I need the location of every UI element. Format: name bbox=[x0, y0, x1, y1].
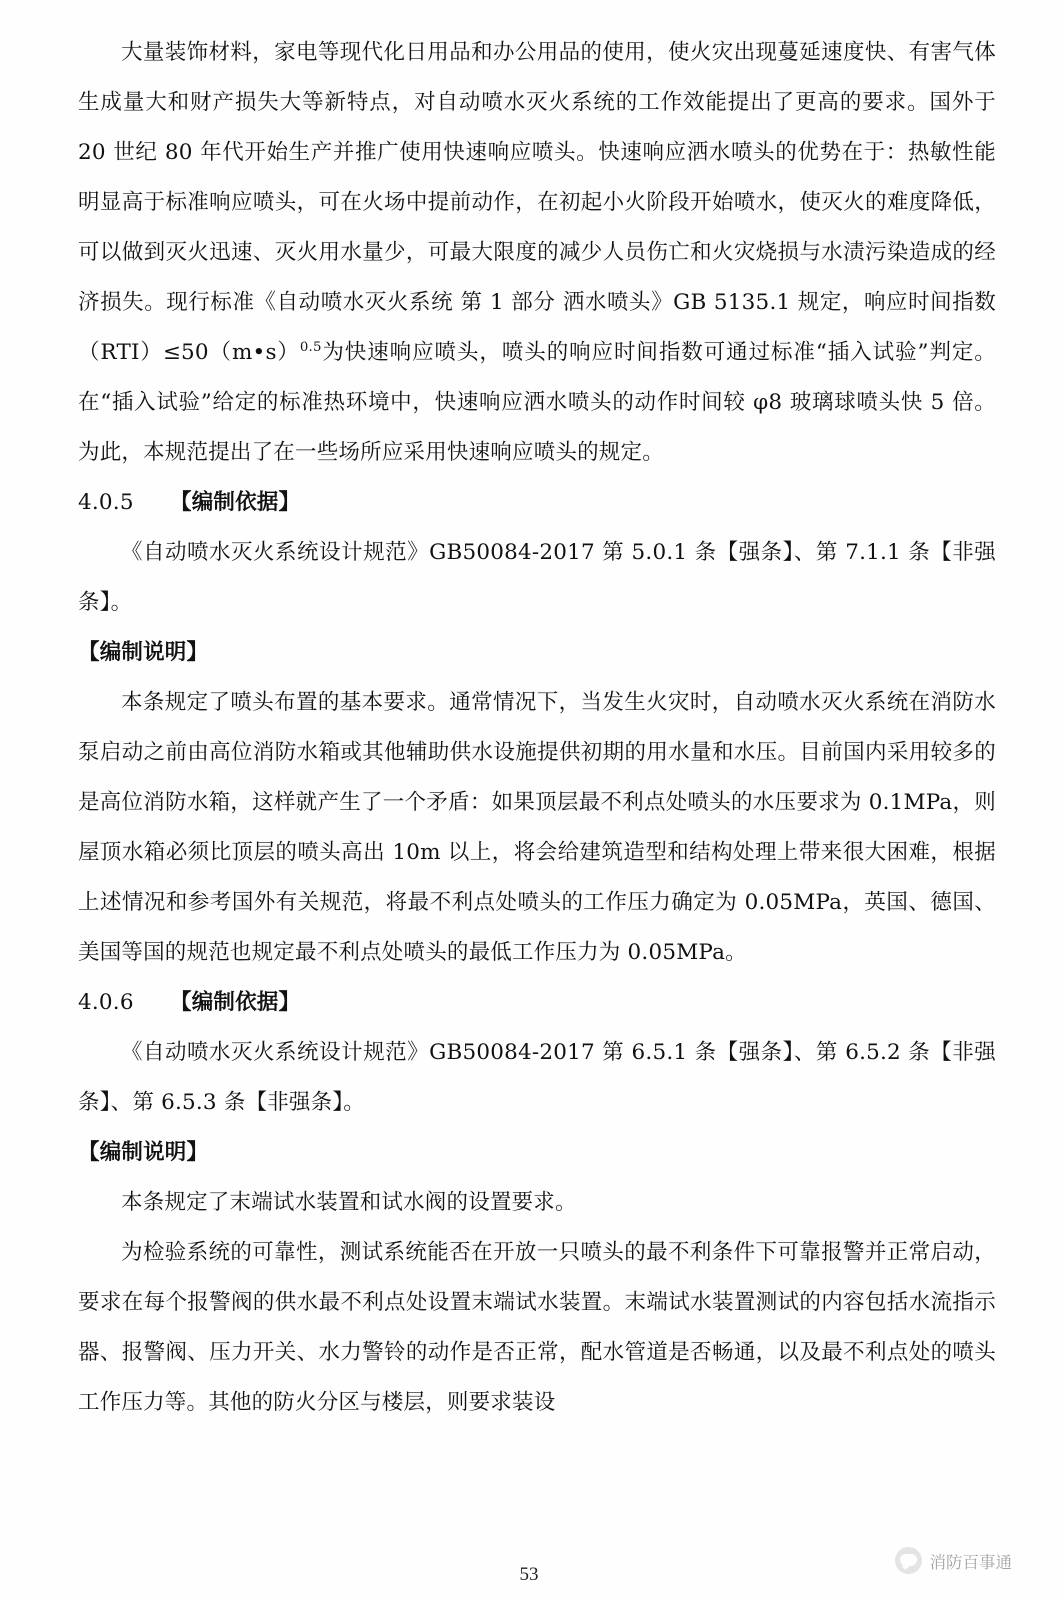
section-label: 【编制依据】 bbox=[170, 490, 301, 515]
paragraph-text: 为检验系统的可靠性，测试系统能否在开放一只喷头的最不利条件下可靠报警并正常启动，要求在每个报警阀的供水最不利点处设置末端试水装置。末端试水装置测试的内容包括水流指示器、报警阀、压力开关、水力警铃的动作是否正常，配水管道是否畅通，以及最不利点处的喷头工作压力等。其他的防火分区与楼层，则要求装设 bbox=[78, 1240, 996, 1415]
paragraph-text-continued: 为快速响应喷头，喷头的响应时间指数可通过标准“插入试验”判定。在“插入试验”给定的标准热环境中，快速响应洒水喷头的动作时间较 φ8 玻璃球喷头快 5 倍。为此，本规范提出了在一些场所应采用快速响应喷头的规定。 bbox=[78, 340, 997, 465]
body-paragraph-1 bbox=[78, 28, 996, 478]
body-paragraph-6 bbox=[78, 1228, 996, 1428]
watermark bbox=[895, 1547, 1013, 1574]
paragraph-text: 《自动喷水灭火系统设计规范》GB50084-2017 第 5.0.1 条【强条】、第 7.1.1 条【非强条】。 bbox=[78, 540, 996, 615]
section-heading-note-2 bbox=[78, 1128, 996, 1178]
wechat-logo-icon bbox=[895, 1547, 922, 1574]
body-paragraph-5 bbox=[78, 1178, 996, 1228]
section-heading-4-0-6 bbox=[78, 978, 996, 1028]
body-paragraph-3 bbox=[78, 678, 996, 978]
superscript-exponent: 0.5 bbox=[299, 339, 322, 355]
section-label: 【编制说明】 bbox=[78, 640, 209, 665]
section-heading-note-1 bbox=[78, 628, 996, 678]
paragraph-text: 本条规定了末端试水装置和试水阀的设置要求。 bbox=[121, 1190, 577, 1215]
body-paragraph-2 bbox=[78, 528, 996, 628]
section-number: 4.0.6 bbox=[78, 990, 134, 1015]
paragraph-text: 大量装饰材料，家电等现代化日用品和办公用品的使用，使火灾出现蔓延速度快、有害气体生成量大和财产损失大等新特点，对自动喷水灭火系统的工作效能提出了更高的要求。国外于 20 世纪 80 年代开始生产并推广使用快速响应喷头。快速响应洒水喷头的优势在于：热敏性能明显高于标准响应喷头，可在火场中提前动作，在初起小火阶段开始喷水，使灭火的难度降低，可以做到灭火迅速、灭火用水量少，可最大限度的减少人员伤亡和火灾烧损与水渍污染造成的经济损失。现行标准《自动喷水灭火系统 第 1 部分 洒水喷头》GB 5135.1 规定，响应时间指数（RTI）≤50（m•s） bbox=[78, 40, 996, 365]
section-heading-4-0-5 bbox=[78, 478, 996, 528]
body-paragraph-4 bbox=[78, 1028, 996, 1128]
page-number: 53 bbox=[519, 1564, 539, 1585]
watermark-label: 消防百事通 bbox=[929, 1552, 1012, 1572]
section-label: 【编制依据】 bbox=[170, 990, 301, 1015]
section-label: 【编制说明】 bbox=[78, 1140, 209, 1165]
paragraph-text: 本条规定了喷头布置的基本要求。通常情况下，当发生火灾时，自动喷水灭火系统在消防水泵启动之前由高位消防水箱或其他辅助供水设施提供初期的用水量和水压。目前国内采用较多的是高位消防水箱，这样就产生了一个矛盾：如果顶层最不利点处喷头的水压要求为 0.1MPa，则屋顶水箱必须比顶层的喷头高出 10m 以上，将会给建筑造型和结构处理上带来很大困难，根据上述情况和参考国外有关规范，将最不利点处喷头的工作压力确定为 0.05MPa，英国、德国、美国等国的规范也规定最不利点处喷头的最低工作压力为 0.05MPa。 bbox=[78, 690, 996, 965]
paragraph-text: 《自动喷水灭火系统设计规范》GB50084-2017 第 6.5.1 条【强条】、第 6.5.2 条【非强条】、第 6.5.3 条【非强条】。 bbox=[78, 1040, 996, 1115]
section-number: 4.0.5 bbox=[78, 490, 134, 515]
